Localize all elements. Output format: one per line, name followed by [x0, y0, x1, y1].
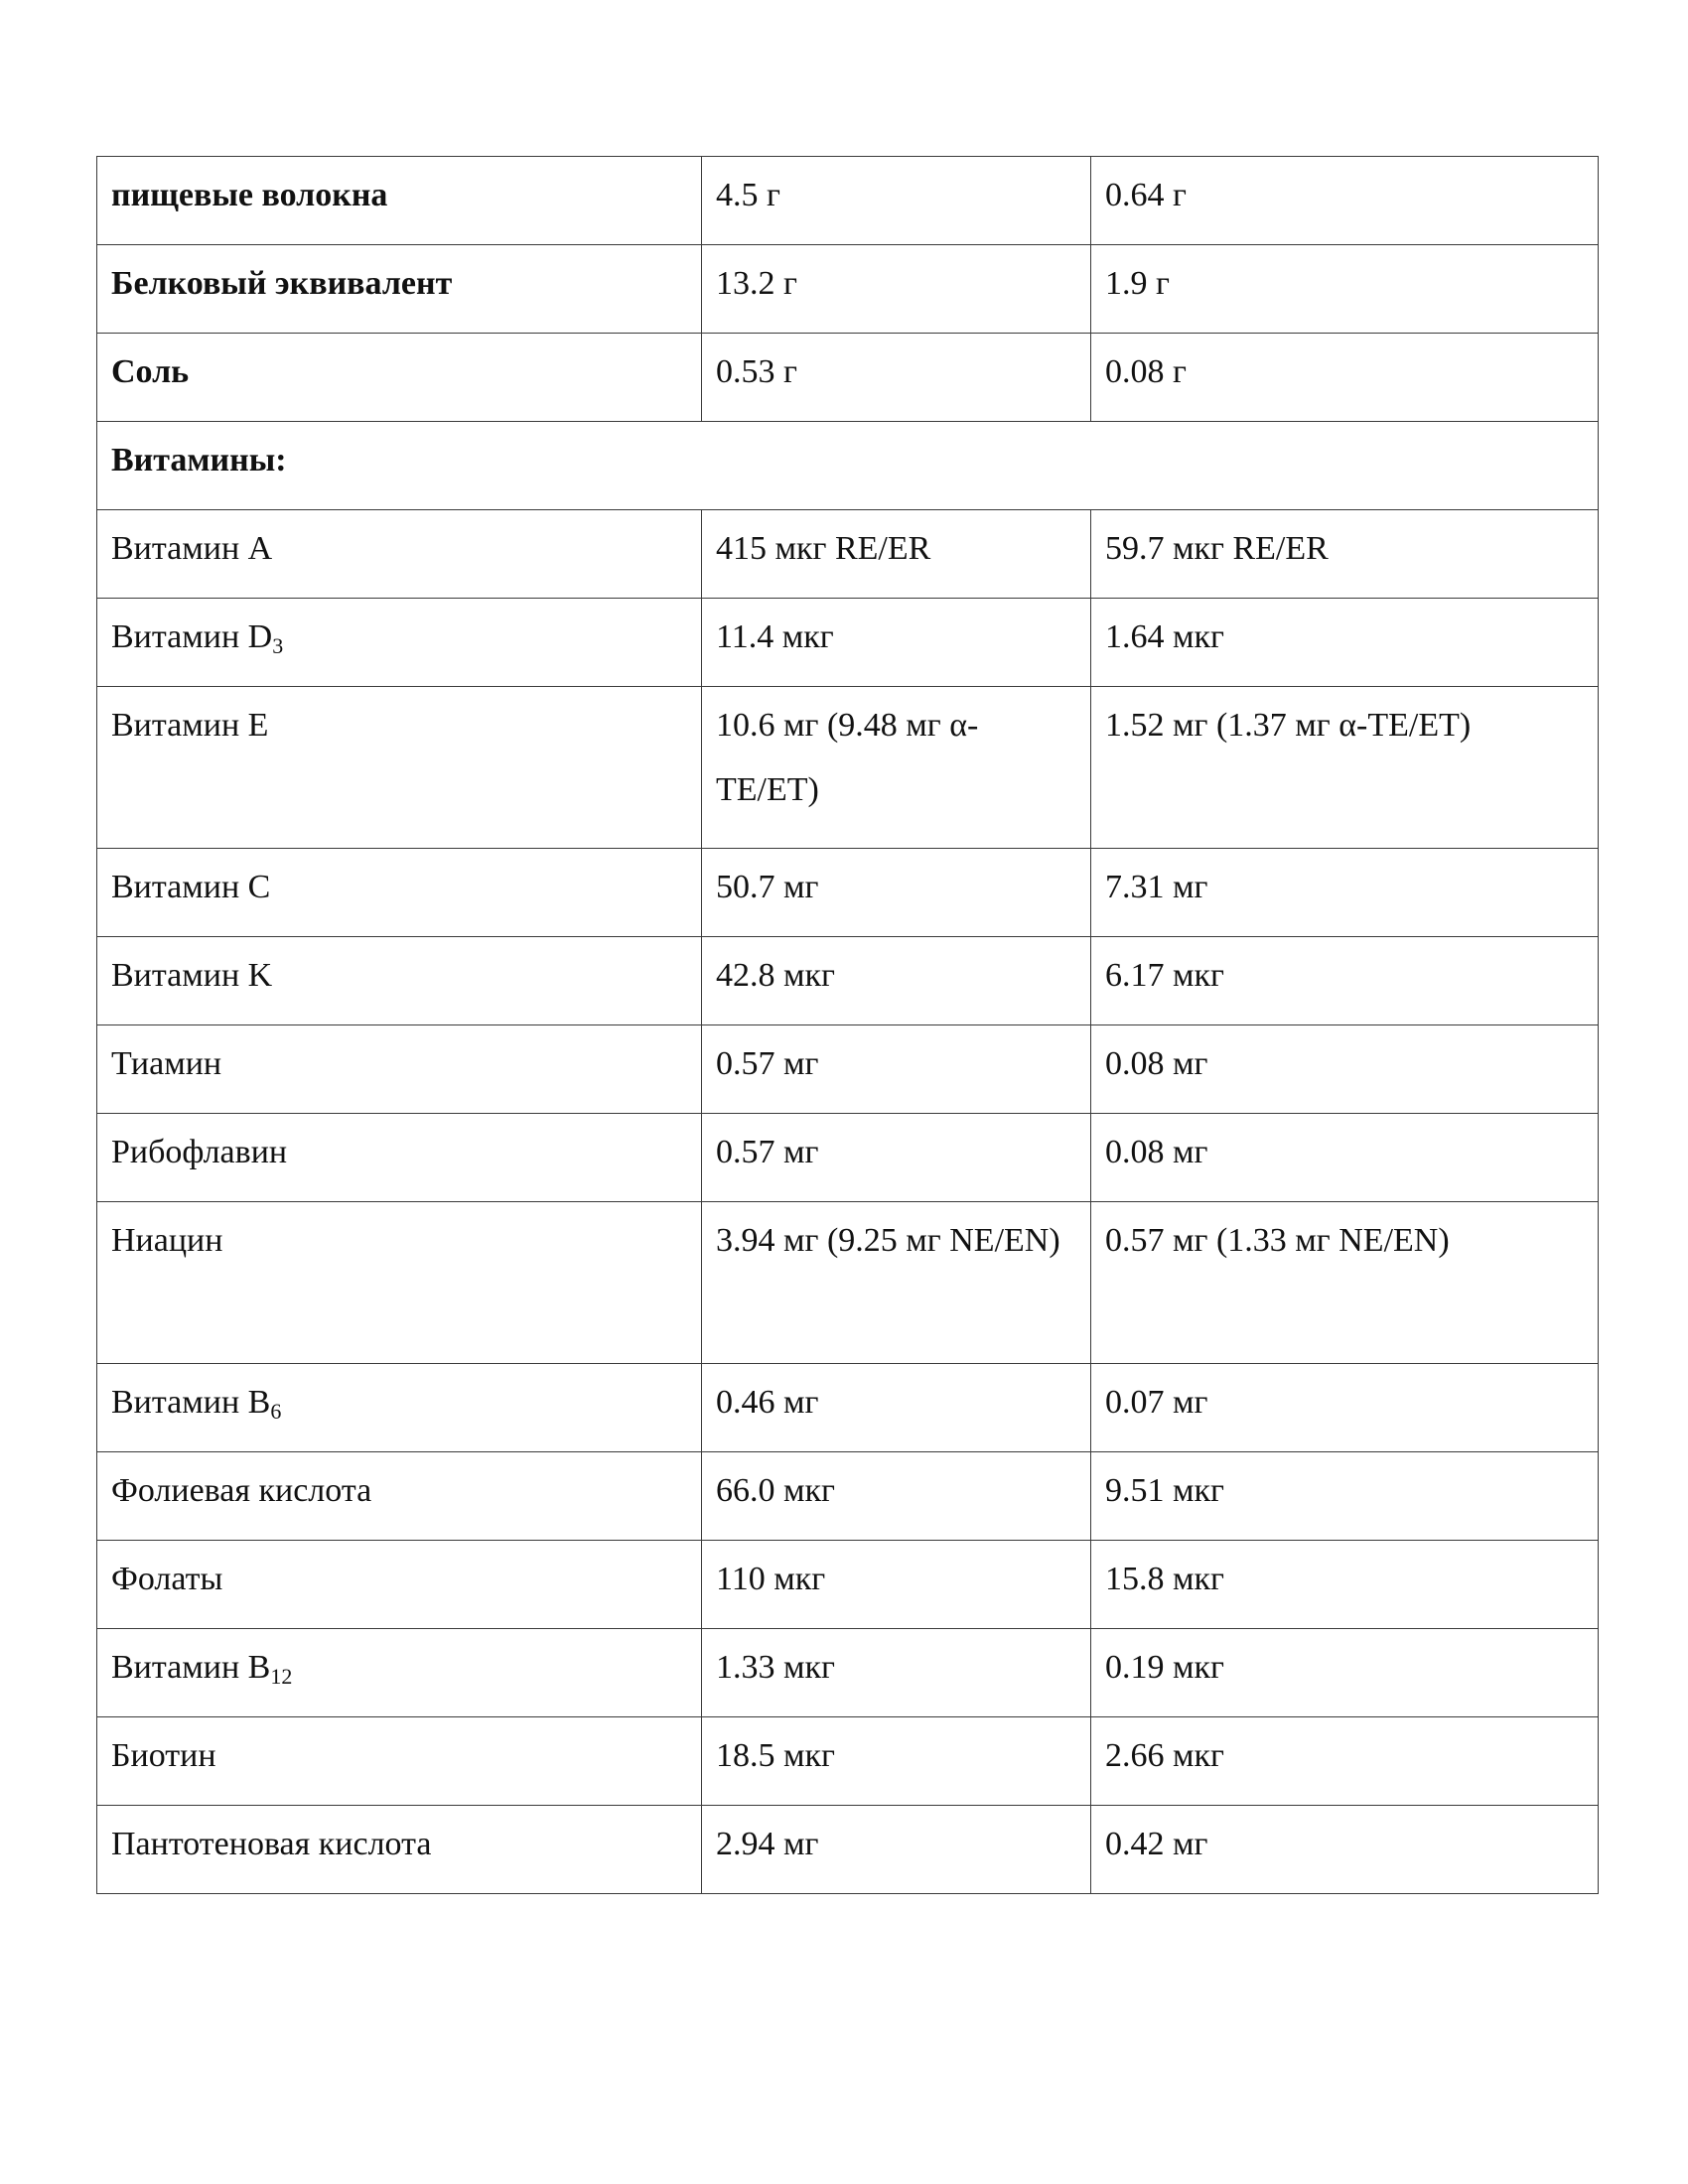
- nutrient-name-cell: [97, 937, 702, 1025]
- amount-per-unit-cell: 0.07 мг: [1091, 1364, 1599, 1452]
- amount-cell: 10.6 мг (9.48 мг α-TE/ET): [702, 687, 1091, 849]
- table-row: [97, 510, 1599, 599]
- nutrient-name-cell: [97, 1452, 702, 1541]
- nutrient-name-cell: [97, 1806, 702, 1894]
- amount-cell: 1.33 мкг: [702, 1629, 1091, 1717]
- nutrient-subscript: 12: [270, 1664, 293, 1689]
- table-row: [97, 1025, 1599, 1114]
- table-row: [97, 245, 1599, 334]
- amount-per-unit-cell: 0.64 г: [1091, 157, 1599, 245]
- nutrient-name: Витамин B: [111, 1384, 271, 1421]
- nutrient-name-cell: [97, 157, 702, 245]
- nutrient-name: Фолиевая кислота: [111, 1472, 372, 1509]
- nutrient-name: Биотин: [111, 1737, 216, 1774]
- amount-cell: 4.5 г: [702, 157, 1091, 245]
- amount-cell: 110 мкг: [702, 1541, 1091, 1629]
- amount-per-unit-cell: 1.52 мг (1.37 мг α-TE/ET): [1091, 687, 1599, 849]
- amount-cell: 0.57 мг: [702, 1025, 1091, 1114]
- nutrient-name: Белковый эквивалент: [111, 265, 453, 302]
- nutrient-name-cell: [97, 1114, 702, 1202]
- section-header-cell: Витамины:: [97, 422, 1599, 510]
- amount-cell: 415 мкг RE/ER: [702, 510, 1091, 599]
- table-row: [97, 1629, 1599, 1717]
- table-row: [97, 1452, 1599, 1541]
- section-row: [97, 422, 1599, 510]
- table-row: [97, 1717, 1599, 1806]
- nutrient-name: Витамин A: [111, 530, 273, 567]
- nutrient-name-cell: [97, 1717, 702, 1806]
- table-row: [97, 157, 1599, 245]
- amount-per-unit-cell: 0.19 мкг: [1091, 1629, 1599, 1717]
- nutrient-name: Витамин D: [111, 618, 273, 655]
- amount-cell: 11.4 мкг: [702, 599, 1091, 687]
- table-row: [97, 849, 1599, 937]
- nutrient-name-cell: [97, 510, 702, 599]
- nutrient-name-cell: [97, 1364, 702, 1452]
- nutrient-name-cell: [97, 1629, 702, 1717]
- amount-per-unit-cell: 0.08 г: [1091, 334, 1599, 422]
- amount-per-unit-cell: 0.42 мг: [1091, 1806, 1599, 1894]
- nutrition-table: [96, 156, 1599, 1894]
- amount-cell: 0.53 г: [702, 334, 1091, 422]
- nutrient-name: Пантотеновая кислота: [111, 1826, 432, 1862]
- amount-per-unit-cell: 0.57 мг (1.33 мг NE/EN): [1091, 1202, 1599, 1364]
- amount-cell: 13.2 г: [702, 245, 1091, 334]
- amount-cell: 42.8 мкг: [702, 937, 1091, 1025]
- nutrient-name: Витамин C: [111, 869, 271, 905]
- nutrient-subscript: 6: [270, 1399, 282, 1424]
- amount-per-unit-cell: 2.66 мкг: [1091, 1717, 1599, 1806]
- amount-per-unit-cell: 59.7 мкг RE/ER: [1091, 510, 1599, 599]
- nutrient-name-cell: [97, 599, 702, 687]
- nutrient-name: Фолаты: [111, 1561, 223, 1597]
- table-row: [97, 937, 1599, 1025]
- nutrient-name: Витамин B: [111, 1649, 271, 1686]
- table-row: [97, 1541, 1599, 1629]
- table-row: [97, 1114, 1599, 1202]
- amount-cell: 0.46 мг: [702, 1364, 1091, 1452]
- amount-cell: 66.0 мкг: [702, 1452, 1091, 1541]
- nutrient-name: Тиамин: [111, 1045, 222, 1082]
- nutrient-name-cell: [97, 849, 702, 937]
- amount-per-unit-cell: 0.08 мг: [1091, 1025, 1599, 1114]
- amount-cell: 2.94 мг: [702, 1806, 1091, 1894]
- nutrient-name-cell: [97, 1202, 702, 1364]
- nutrient-name-cell: [97, 334, 702, 422]
- nutrient-name-cell: [97, 245, 702, 334]
- nutrient-subscript: 3: [272, 633, 284, 658]
- amount-cell: 0.57 мг: [702, 1114, 1091, 1202]
- nutrition-table-body: [97, 157, 1599, 1894]
- amount-cell: 18.5 мкг: [702, 1717, 1091, 1806]
- nutrient-name: Соль: [111, 353, 190, 390]
- nutrient-name: пищевые волокна: [111, 177, 388, 213]
- amount-per-unit-cell: 0.08 мг: [1091, 1114, 1599, 1202]
- nutrient-name: Рибофлавин: [111, 1134, 288, 1170]
- table-row: [97, 334, 1599, 422]
- amount-per-unit-cell: 1.9 г: [1091, 245, 1599, 334]
- nutrient-name-cell: [97, 687, 702, 849]
- amount-per-unit-cell: 15.8 мкг: [1091, 1541, 1599, 1629]
- table-row: [97, 687, 1599, 849]
- table-row: [97, 1202, 1599, 1364]
- nutrient-name: Ниацин: [111, 1222, 223, 1259]
- amount-per-unit-cell: 7.31 мг: [1091, 849, 1599, 937]
- amount-per-unit-cell: 6.17 мкг: [1091, 937, 1599, 1025]
- table-row: [97, 1364, 1599, 1452]
- nutrient-name: Витамин E: [111, 707, 269, 744]
- amount-per-unit-cell: 9.51 мкг: [1091, 1452, 1599, 1541]
- amount-cell: 3.94 мг (9.25 мг NE/EN): [702, 1202, 1091, 1364]
- nutrient-name: Витамин K: [111, 957, 273, 994]
- nutrient-name-cell: [97, 1541, 702, 1629]
- table-row: [97, 599, 1599, 687]
- amount-per-unit-cell: 1.64 мкг: [1091, 599, 1599, 687]
- nutrient-name-cell: [97, 1025, 702, 1114]
- table-row: [97, 1806, 1599, 1894]
- amount-cell: 50.7 мг: [702, 849, 1091, 937]
